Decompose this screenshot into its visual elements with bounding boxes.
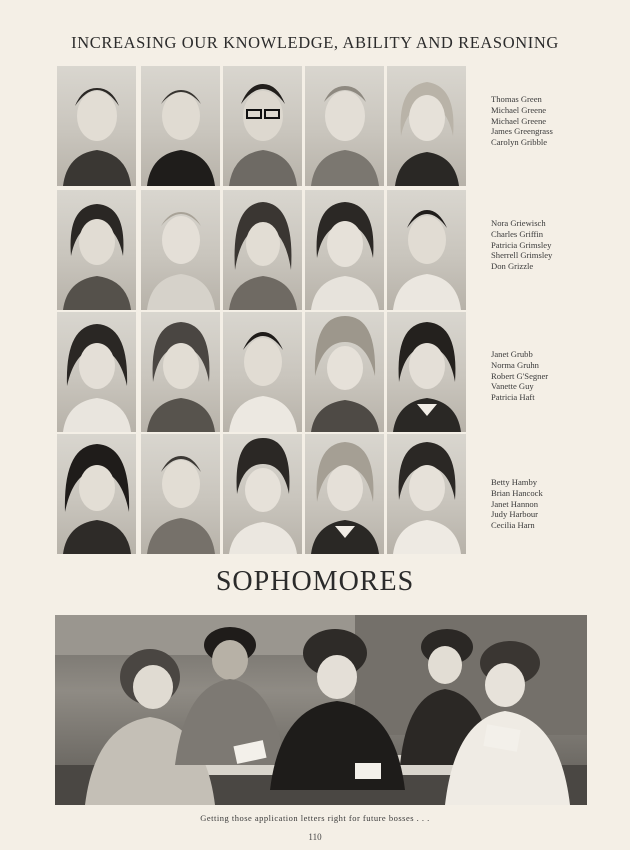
student-name-list bbox=[491, 218, 552, 272]
student-name: Patricia Haft bbox=[491, 392, 535, 403]
portrait-photo bbox=[57, 434, 136, 554]
portrait-photo bbox=[387, 66, 466, 186]
student-name: Janet Hannon bbox=[491, 498, 539, 509]
student-name: Judy Harbour bbox=[491, 509, 539, 520]
portrait-photo bbox=[223, 434, 302, 554]
student-name: Janet Grubb bbox=[491, 349, 533, 359]
student-name: Carolyn Gribble bbox=[491, 137, 548, 148]
student-name: Michael Greene bbox=[491, 104, 547, 115]
portrait-photo bbox=[305, 312, 384, 432]
portrait-row-2 bbox=[57, 190, 617, 310]
classroom-photo bbox=[55, 615, 587, 805]
page-title: INCREASING OUR KNOWLEDGE, ABILITY AND REASONING bbox=[71, 33, 559, 52]
student-name: Nora Griewisch bbox=[491, 218, 546, 228]
portrait-row-1 bbox=[57, 66, 617, 186]
student-name-list bbox=[491, 94, 553, 148]
student-name: James Greengrass bbox=[491, 126, 553, 137]
student-name: Norma Gruhn bbox=[491, 359, 539, 370]
portrait-row-3 bbox=[57, 312, 617, 432]
portrait-photo bbox=[305, 434, 384, 554]
portrait-photo bbox=[57, 312, 136, 432]
portrait-photo bbox=[387, 312, 466, 432]
portrait-photo bbox=[223, 312, 302, 432]
page-number: 110 bbox=[308, 832, 322, 842]
portrait-photo bbox=[223, 190, 302, 310]
section-heading: SOPHOMORES bbox=[215, 566, 415, 597]
portrait-photo bbox=[57, 190, 136, 310]
student-name: Don Grizzle bbox=[491, 261, 534, 272]
student-name: Michael Greene bbox=[491, 115, 547, 126]
portrait-photo bbox=[141, 312, 220, 432]
student-name: Charles Griffin bbox=[491, 228, 544, 239]
portrait-photo bbox=[387, 434, 466, 554]
student-name: Sherrell Grimsley bbox=[491, 250, 553, 261]
student-name: Robert G'Segner bbox=[491, 370, 549, 381]
photo-caption: Getting those application letters right for future bosses . . . bbox=[200, 813, 430, 823]
portrait-photo bbox=[305, 190, 384, 310]
portrait-photo bbox=[141, 190, 220, 310]
portrait-photo bbox=[223, 66, 302, 186]
portrait-row-4 bbox=[57, 434, 617, 554]
portrait-photo bbox=[141, 434, 220, 554]
student-name-list bbox=[491, 349, 548, 403]
portrait-photo bbox=[57, 66, 136, 186]
student-name: Cecilia Harn bbox=[491, 520, 535, 531]
student-name: Patricia Grimsley bbox=[491, 239, 552, 250]
student-name: Vanette Guy bbox=[491, 381, 534, 392]
student-name: Betty Hamby bbox=[491, 477, 538, 487]
portrait-photo bbox=[141, 66, 220, 186]
portrait-photo bbox=[305, 66, 384, 186]
portrait-photo bbox=[387, 190, 466, 310]
student-name: Brian Hancock bbox=[491, 487, 543, 498]
student-name-list bbox=[491, 477, 543, 531]
student-name: Thomas Green bbox=[491, 94, 542, 104]
